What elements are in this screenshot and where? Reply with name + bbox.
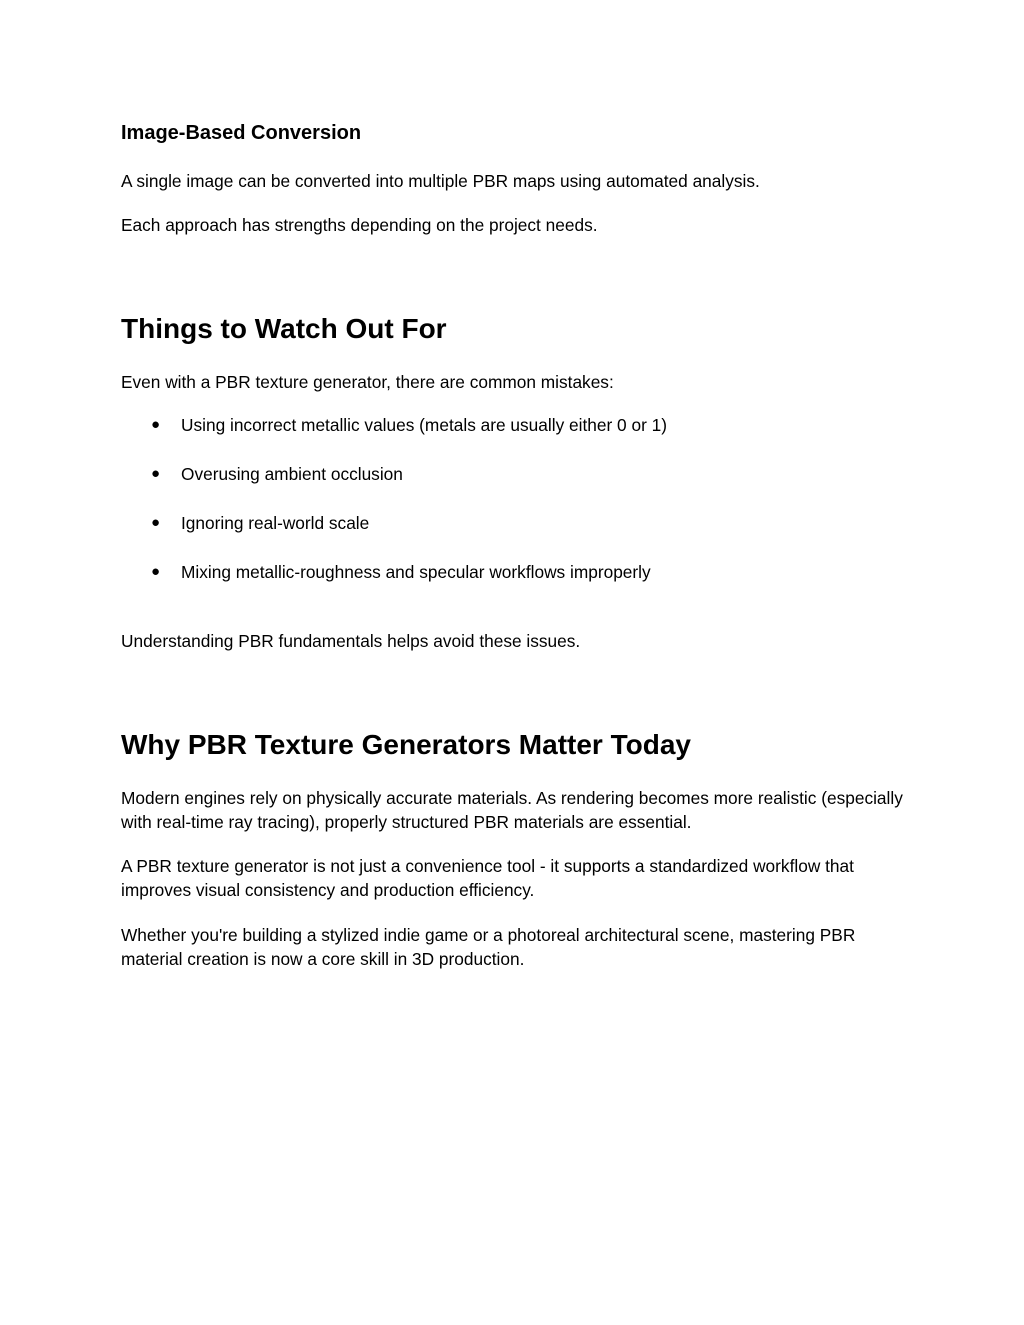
paragraph-why-matter-3: Whether you're building a stylized indie game or a photoreal architectural scene, mastering PBR material creation is now a core skill in 3D production.: [121, 925, 856, 969]
bullet-icon: ●: [151, 514, 161, 531]
heading-image-based-conversion: Image-Based Conversion: [121, 122, 362, 144]
list-item: [121, 462, 911, 511]
list-item: [121, 413, 911, 462]
paragraph-watch-out-outro: Understanding PBR fundamentals helps avoid these issues.: [121, 631, 581, 651]
list-item: [121, 511, 911, 560]
list-item-text: Using incorrect metallic values (metals are usually either 0 or 1): [181, 415, 667, 435]
paragraph-watch-out-intro: Even with a PBR texture generator, there are common mistakes:: [121, 372, 614, 392]
list-item-text: Mixing metallic-roughness and specular workflows improperly: [181, 562, 651, 582]
list-item-text: Overusing ambient occlusion: [181, 464, 403, 484]
paragraph-why-matter-2: A PBR texture generator is not just a convenience tool - it supports a standardized workflow that improves visual consistency and production efficiency.: [121, 856, 854, 900]
paragraph-image-based-1: A single image can be converted into multiple PBR maps using automated analysis.: [121, 171, 760, 191]
heading-why-pbr-matters: Why PBR Texture Generators Matter Today: [121, 729, 691, 760]
list-item-text: Ignoring real-world scale: [181, 513, 370, 533]
heading-things-to-watch-out-for: Things to Watch Out For: [121, 313, 447, 344]
bullet-icon: ●: [151, 563, 161, 580]
paragraph-image-based-2: Each approach has strengths depending on the project needs.: [121, 215, 598, 235]
paragraph-why-matter-1: Modern engines rely on physically accurate materials. As rendering becomes more realistic (especially with real-time ray tracing), properly structured PBR materials are essential.: [121, 788, 903, 832]
mistakes-bullet-list: [121, 413, 911, 609]
bullet-icon: ●: [151, 465, 161, 482]
bullet-icon: ●: [151, 416, 161, 433]
list-item: [121, 560, 911, 609]
